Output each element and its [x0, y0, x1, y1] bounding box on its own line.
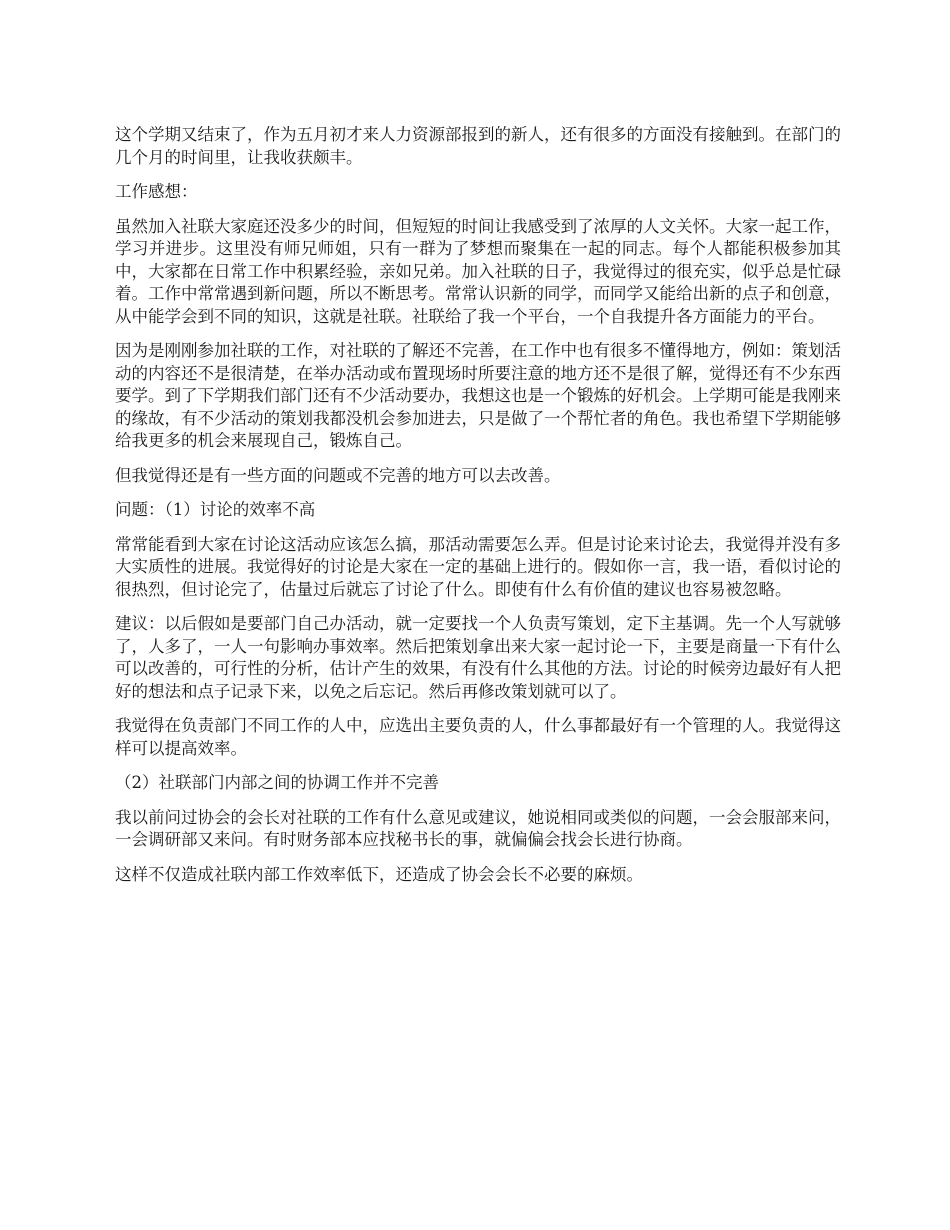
- body-paragraph: 虽然加入社联大家庭还没多少的时间，但短短的时间让我感受到了浓厚的人文关怀。大家一起工作，学习并进步。这里没有师兄师姐，只有一群为了梦想而聚集在一起的同志。每个人都能积极参加其中，大家都在日常工作中积累经验，亲如兄弟。加入社联的日子，我觉得过的很充实，似乎总是忙碌着。工作中常常遇到新问题，所以不断思考。常常认识新的同学，而同学又能给出新的点子和创意，从中能学会到不同的知识，这就是社联。社联给了我一个平台，一个自我提升各方面能力的平台。: [115, 216, 841, 326]
- suggestion-paragraph: 建议：以后假如是要部门自己办活动，就一定要找一个人负责写策划，定下主基调。先一个人写就够了，人多了，一人一句影响办事效率。然后把策划拿出来大家一起讨论一下，主要是商量一下有什么可以改善的，可行性的分析，估计产生的效果，有没有什么其他的方法。讨论的时候旁边最好有人把好的想法和点子记录下来，以免之后忘记。然后再修改策划就可以了。: [115, 614, 841, 701]
- body-paragraph: 因为是刚刚参加社联的工作，对社联的了解还不完善，在工作中也有很多不懂得地方，例如：策划活动的内容还不是很清楚，在举办活动或布置现场时所要注意的地方还不是很了解，觉得还有不少东西要学。到了下学期我们部门还有不少活动要办，我想这也是一个锻炼的好机会。上学期可能是我刚来的缘故，有不少活动的策划我都没机会参加进去，只是做了一个帮忙者的角色。我也希望下学期能够给我更多的机会来展现自己，锻炼自己。: [115, 341, 841, 450]
- problem-heading-2: （2）社联部门内部之间的协调工作并不完善: [115, 773, 439, 792]
- body-paragraph: 但我觉得还是有一些方面的问题或不完善的地方可以去改善。: [115, 465, 561, 485]
- body-paragraph: 我以前问过协会的会长对社联的工作有什么意见或建议，她说相同或类似的问题，一会会服部来问，一会调研部又来问。有时财务部本应找秘书长的事，就偏偏会找会长进行协商。: [115, 807, 841, 849]
- problem-heading-1: 问题：（1）讨论的效率不高: [115, 500, 316, 519]
- intro-paragraph: 这个学期又结束了，作为五月初才来人力资源部报到的新人，还有很多的方面没有接触到。在部门的几个月的时间里，让我收获颇丰。: [115, 125, 841, 167]
- document-body: [115, 124, 841, 898]
- body-paragraph: 我觉得在负责部门不同工作的人中，应选出主要负责的人，什么事都最好有一个管理的人。我觉得这样可以提高效率。: [115, 716, 841, 758]
- body-paragraph: 常常能看到大家在讨论这活动应该怎么搞，那活动需要怎么弄。但是讨论来讨论去，我觉得并没有多大实质性的进展。我觉得好的讨论是大家在一定的基础上进行的。假如你一言，我一语，看似讨论的很热烈，但讨论完了，估量过后就忘了讨论了什么。即使有什么有价值的建议也容易被忽略。: [115, 534, 841, 599]
- section-heading-work-thoughts: 工作感想：: [115, 182, 198, 201]
- closing-paragraph: 这样不仅造成社联内部工作效率低下，还造成了协会会长不必要的麻烦。: [115, 864, 643, 884]
